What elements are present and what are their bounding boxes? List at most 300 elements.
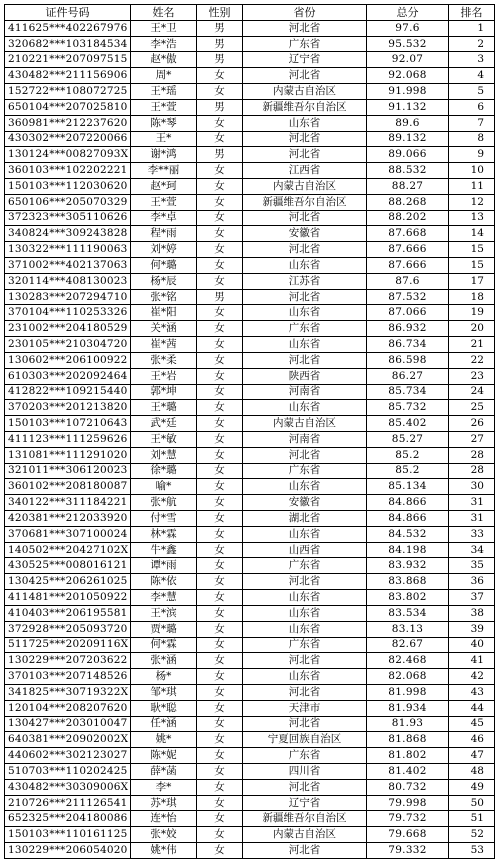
id-cell: 150103***112030620 — [5, 178, 131, 194]
table-row — [5, 463, 495, 479]
id-cell: 370203***201213820 — [5, 400, 131, 416]
gender-cell: 女 — [197, 479, 243, 495]
rank-cell: 22 — [449, 352, 495, 368]
rank-cell: 51 — [449, 811, 495, 827]
gender-cell: 女 — [197, 716, 243, 732]
score-cell: 84.532 — [367, 526, 449, 542]
province-cell: 山东省 — [243, 337, 367, 353]
id-cell: 411481***201050922 — [5, 590, 131, 606]
table-row — [5, 115, 495, 131]
gender-cell: 女 — [197, 637, 243, 653]
province-cell: 山东省 — [243, 305, 367, 321]
score-cell: 83.932 — [367, 558, 449, 574]
gender-cell: 女 — [197, 700, 243, 716]
gender-cell: 女 — [197, 68, 243, 84]
table-row — [5, 242, 495, 258]
name-cell: 郭*坤 — [131, 384, 197, 400]
province-cell: 陕西省 — [243, 368, 367, 384]
rank-cell: 1 — [449, 20, 495, 36]
gender-cell: 女 — [197, 653, 243, 669]
score-cell: 83.13 — [367, 621, 449, 637]
rank-cell: 46 — [449, 732, 495, 748]
name-cell: 杨*辰 — [131, 273, 197, 289]
rank-cell: 31 — [449, 495, 495, 511]
name-cell: 程*雨 — [131, 226, 197, 242]
gender-cell: 女 — [197, 574, 243, 590]
table-row — [5, 605, 495, 621]
province-cell: 山东省 — [243, 479, 367, 495]
rank-cell: 8 — [449, 131, 495, 147]
id-cell: 341825***30719322X — [5, 684, 131, 700]
name-cell: 林*霖 — [131, 526, 197, 542]
score-cell: 79.668 — [367, 827, 449, 843]
id-cell: 610303***202092464 — [5, 368, 131, 384]
province-cell: 山东省 — [243, 590, 367, 606]
score-cell: 87.066 — [367, 305, 449, 321]
id-cell: 650104***207025810 — [5, 99, 131, 115]
score-cell: 92.07 — [367, 52, 449, 68]
province-cell: 广东省 — [243, 463, 367, 479]
id-cell: 131081***111291020 — [5, 447, 131, 463]
name-cell: 何*霖 — [131, 637, 197, 653]
id-cell: 371002***402137063 — [5, 258, 131, 274]
score-cell: 88.202 — [367, 210, 449, 226]
id-cell: 150103***110161125 — [5, 827, 131, 843]
score-cell: 79.998 — [367, 795, 449, 811]
gender-cell: 女 — [197, 779, 243, 795]
id-cell: 430482***211156906 — [5, 68, 131, 84]
province-cell: 广东省 — [243, 36, 367, 52]
name-cell: 赵*珂 — [131, 178, 197, 194]
gender-cell: 女 — [197, 511, 243, 527]
name-cell: 王*滨 — [131, 605, 197, 621]
table-row — [5, 511, 495, 527]
gender-cell: 女 — [197, 194, 243, 210]
gender-cell: 女 — [197, 764, 243, 780]
province-cell: 河北省 — [243, 653, 367, 669]
table-row — [5, 84, 495, 100]
province-cell: 天津市 — [243, 700, 367, 716]
rank-cell: 43 — [449, 684, 495, 700]
score-cell: 87.666 — [367, 258, 449, 274]
table-row — [5, 400, 495, 416]
province-cell: 四川省 — [243, 764, 367, 780]
name-cell: 杨* — [131, 669, 197, 685]
id-cell: 152722***108072725 — [5, 84, 131, 100]
table-row — [5, 526, 495, 542]
rank-cell: 47 — [449, 748, 495, 764]
name-cell: 李* — [131, 779, 197, 795]
gender-cell: 女 — [197, 811, 243, 827]
table-row — [5, 748, 495, 764]
gender-cell: 女 — [197, 115, 243, 131]
id-cell: 412822***109215440 — [5, 384, 131, 400]
score-cell: 86.598 — [367, 352, 449, 368]
gender-cell: 女 — [197, 447, 243, 463]
rank-cell: 37 — [449, 590, 495, 606]
province-cell: 广东省 — [243, 748, 367, 764]
table-row — [5, 68, 495, 84]
gender-cell: 女 — [197, 590, 243, 606]
score-cell: 81.868 — [367, 732, 449, 748]
gender-cell: 女 — [197, 210, 243, 226]
table-row — [5, 36, 495, 52]
name-cell: 崔*阳 — [131, 305, 197, 321]
rank-cell: 20 — [449, 321, 495, 337]
id-cell: 360103***102202221 — [5, 163, 131, 179]
score-table — [4, 4, 495, 859]
province-cell: 安徽省 — [243, 495, 367, 511]
name-cell: 陈*妮 — [131, 748, 197, 764]
name-cell: 武*廷 — [131, 416, 197, 432]
table-row — [5, 621, 495, 637]
rank-cell: 13 — [449, 210, 495, 226]
id-cell: 230105***210304720 — [5, 337, 131, 353]
gender-cell: 女 — [197, 605, 243, 621]
id-cell: 511725***20209116X — [5, 637, 131, 653]
id-cell: 321011***306120023 — [5, 463, 131, 479]
province-cell: 山东省 — [243, 258, 367, 274]
table-row — [5, 305, 495, 321]
gender-cell: 男 — [197, 52, 243, 68]
gender-cell: 女 — [197, 526, 243, 542]
rank-cell: 50 — [449, 795, 495, 811]
rank-cell: 36 — [449, 574, 495, 590]
table-row — [5, 99, 495, 115]
rank-cell: 12 — [449, 194, 495, 210]
table-row — [5, 131, 495, 147]
rank-cell: 7 — [449, 115, 495, 131]
province-cell: 山西省 — [243, 542, 367, 558]
score-cell: 91.998 — [367, 84, 449, 100]
gender-cell: 女 — [197, 558, 243, 574]
province-cell: 河北省 — [243, 68, 367, 84]
gender-cell: 女 — [197, 732, 243, 748]
id-cell: 360981***212237620 — [5, 115, 131, 131]
name-cell: 喻* — [131, 479, 197, 495]
score-cell: 89.066 — [367, 147, 449, 163]
name-cell: 薛*菡 — [131, 764, 197, 780]
province-cell: 河北省 — [243, 289, 367, 305]
rank-cell: 21 — [449, 337, 495, 353]
header-province: 省份 — [243, 5, 367, 21]
score-cell: 87.668 — [367, 226, 449, 242]
rank-cell: 5 — [449, 84, 495, 100]
name-cell: 王* — [131, 131, 197, 147]
id-cell: 130229***206054020 — [5, 843, 131, 859]
rank-cell: 33 — [449, 526, 495, 542]
name-cell: 任*涵 — [131, 716, 197, 732]
id-cell: 370103***207148526 — [5, 669, 131, 685]
table-row — [5, 20, 495, 36]
table-row — [5, 352, 495, 368]
gender-cell: 女 — [197, 463, 243, 479]
score-cell: 86.734 — [367, 337, 449, 353]
name-cell: 何*璐 — [131, 258, 197, 274]
header-score: 总分 — [367, 5, 449, 21]
name-cell: 张*姣 — [131, 827, 197, 843]
table-row — [5, 653, 495, 669]
score-cell: 85.732 — [367, 400, 449, 416]
gender-cell: 女 — [197, 226, 243, 242]
province-cell: 河北省 — [243, 574, 367, 590]
gender-cell: 女 — [197, 795, 243, 811]
rank-cell: 3 — [449, 52, 495, 68]
gender-cell: 女 — [197, 352, 243, 368]
province-cell: 江西省 — [243, 163, 367, 179]
header-gender: 性别 — [197, 5, 243, 21]
table-row — [5, 447, 495, 463]
rank-cell: 42 — [449, 669, 495, 685]
province-cell: 河北省 — [243, 352, 367, 368]
id-cell: 210221***207097515 — [5, 52, 131, 68]
name-cell: 王*萱 — [131, 194, 197, 210]
table-row — [5, 684, 495, 700]
rank-cell: 17 — [449, 273, 495, 289]
gender-cell: 女 — [197, 621, 243, 637]
name-cell: 陈*依 — [131, 574, 197, 590]
province-cell: 新疆维吾尔自治区 — [243, 194, 367, 210]
province-cell: 山东省 — [243, 526, 367, 542]
id-cell: 372928***205093720 — [5, 621, 131, 637]
header-name: 姓名 — [131, 5, 197, 21]
id-cell: 130283***207294710 — [5, 289, 131, 305]
rank-cell: 39 — [449, 621, 495, 637]
gender-cell: 女 — [197, 305, 243, 321]
score-cell: 83.868 — [367, 574, 449, 590]
table-row — [5, 163, 495, 179]
province-cell: 河北省 — [243, 843, 367, 859]
score-cell: 85.2 — [367, 447, 449, 463]
rank-cell: 19 — [449, 305, 495, 321]
province-cell: 河北省 — [243, 684, 367, 700]
score-cell: 82.67 — [367, 637, 449, 653]
id-cell: 410403***206195581 — [5, 605, 131, 621]
table-row — [5, 258, 495, 274]
gender-cell: 女 — [197, 242, 243, 258]
rank-cell: 14 — [449, 226, 495, 242]
rank-cell: 9 — [449, 147, 495, 163]
gender-cell: 女 — [197, 273, 243, 289]
table-row — [5, 779, 495, 795]
name-cell: 姚*伟 — [131, 843, 197, 859]
id-cell: 360102***208180087 — [5, 479, 131, 495]
name-cell: 王*璐 — [131, 400, 197, 416]
gender-cell: 女 — [197, 321, 243, 337]
gender-cell: 男 — [197, 147, 243, 163]
table-row — [5, 479, 495, 495]
rank-cell: 40 — [449, 637, 495, 653]
score-cell: 91.132 — [367, 99, 449, 115]
rank-cell: 38 — [449, 605, 495, 621]
score-cell: 97.6 — [367, 20, 449, 36]
table-row — [5, 764, 495, 780]
score-cell: 89.6 — [367, 115, 449, 131]
header-rank: 排名 — [449, 5, 495, 21]
id-cell: 370681***307100024 — [5, 526, 131, 542]
rank-cell: 35 — [449, 558, 495, 574]
table-row — [5, 542, 495, 558]
province-cell: 内蒙古自治区 — [243, 84, 367, 100]
id-cell: 440602***302123027 — [5, 748, 131, 764]
name-cell: 张*航 — [131, 495, 197, 511]
rank-cell: 6 — [449, 99, 495, 115]
name-cell: 连*怡 — [131, 811, 197, 827]
id-cell: 130427***203010047 — [5, 716, 131, 732]
gender-cell: 女 — [197, 258, 243, 274]
table-row — [5, 732, 495, 748]
id-cell: 650106***205070329 — [5, 194, 131, 210]
province-cell: 辽宁省 — [243, 52, 367, 68]
province-cell: 湖北省 — [243, 511, 367, 527]
province-cell: 安徽省 — [243, 226, 367, 242]
score-cell: 81.93 — [367, 716, 449, 732]
id-cell: 130602***206100922 — [5, 352, 131, 368]
score-cell: 81.802 — [367, 748, 449, 764]
header-id: 证件号码 — [5, 5, 131, 21]
id-cell: 320682***103184534 — [5, 36, 131, 52]
score-cell: 88.27 — [367, 178, 449, 194]
name-cell: 耿*聪 — [131, 700, 197, 716]
id-cell: 640381***20902002X — [5, 732, 131, 748]
gender-cell: 女 — [197, 542, 243, 558]
province-cell: 内蒙古自治区 — [243, 416, 367, 432]
name-cell: 苏*琪 — [131, 795, 197, 811]
id-cell: 372323***305110626 — [5, 210, 131, 226]
gender-cell: 女 — [197, 384, 243, 400]
name-cell: 李*慧 — [131, 590, 197, 606]
name-cell: 王*瑶 — [131, 84, 197, 100]
score-cell: 84.198 — [367, 542, 449, 558]
rank-cell: 23 — [449, 368, 495, 384]
table-row — [5, 700, 495, 716]
gender-cell: 女 — [197, 495, 243, 511]
score-cell: 88.268 — [367, 194, 449, 210]
province-cell: 河北省 — [243, 131, 367, 147]
rank-cell: 15 — [449, 242, 495, 258]
gender-cell: 女 — [197, 843, 243, 859]
province-cell: 广东省 — [243, 637, 367, 653]
rank-cell: 49 — [449, 779, 495, 795]
table-row — [5, 795, 495, 811]
id-cell: 120104***208207620 — [5, 700, 131, 716]
id-cell: 411123***111259626 — [5, 431, 131, 447]
gender-cell: 女 — [197, 131, 243, 147]
id-cell: 652325***204180086 — [5, 811, 131, 827]
province-cell: 山东省 — [243, 621, 367, 637]
gender-cell: 女 — [197, 178, 243, 194]
score-cell: 92.068 — [367, 68, 449, 84]
table-row — [5, 416, 495, 432]
gender-cell: 男 — [197, 20, 243, 36]
score-cell: 87.6 — [367, 273, 449, 289]
name-cell: 刘*慧 — [131, 447, 197, 463]
province-cell: 广东省 — [243, 321, 367, 337]
table-row — [5, 273, 495, 289]
rank-cell: 25 — [449, 400, 495, 416]
rank-cell: 31 — [449, 511, 495, 527]
table-row — [5, 368, 495, 384]
name-cell: 陈*琴 — [131, 115, 197, 131]
rank-cell: 34 — [449, 542, 495, 558]
rank-cell: 15 — [449, 258, 495, 274]
gender-cell: 男 — [197, 99, 243, 115]
gender-cell: 女 — [197, 684, 243, 700]
score-cell: 84.866 — [367, 495, 449, 511]
id-cell: 231002***204180529 — [5, 321, 131, 337]
province-cell: 山东省 — [243, 669, 367, 685]
score-cell: 79.732 — [367, 811, 449, 827]
table-row — [5, 843, 495, 859]
id-cell: 420381***212033920 — [5, 511, 131, 527]
id-cell: 320114***408130023 — [5, 273, 131, 289]
name-cell: 张*涵 — [131, 653, 197, 669]
table-row — [5, 321, 495, 337]
province-cell: 河南省 — [243, 431, 367, 447]
name-cell: 王*卫 — [131, 20, 197, 36]
header-row — [5, 5, 495, 21]
id-cell: 150103***107210643 — [5, 416, 131, 432]
name-cell: 张*柔 — [131, 352, 197, 368]
score-cell: 84.866 — [367, 511, 449, 527]
province-cell: 新疆维吾尔自治区 — [243, 811, 367, 827]
score-cell: 81.998 — [367, 684, 449, 700]
table-row — [5, 558, 495, 574]
table-row — [5, 827, 495, 843]
province-cell: 广东省 — [243, 558, 367, 574]
rank-cell: 26 — [449, 416, 495, 432]
score-cell: 87.532 — [367, 289, 449, 305]
id-cell: 411625***402267976 — [5, 20, 131, 36]
name-cell: 王*岩 — [131, 368, 197, 384]
rank-cell: 48 — [449, 764, 495, 780]
province-cell: 新疆维吾尔自治区 — [243, 99, 367, 115]
id-cell: 130425***206261025 — [5, 574, 131, 590]
table-body — [5, 20, 495, 858]
rank-cell: 30 — [449, 479, 495, 495]
province-cell: 山东省 — [243, 115, 367, 131]
score-cell: 86.27 — [367, 368, 449, 384]
rank-cell: 41 — [449, 653, 495, 669]
table-row — [5, 495, 495, 511]
name-cell: 刘*婷 — [131, 242, 197, 258]
province-cell: 内蒙古自治区 — [243, 827, 367, 843]
rank-cell: 2 — [449, 36, 495, 52]
table-row — [5, 52, 495, 68]
score-cell: 81.934 — [367, 700, 449, 716]
score-cell: 85.734 — [367, 384, 449, 400]
gender-cell: 女 — [197, 748, 243, 764]
rank-cell: 11 — [449, 178, 495, 194]
score-cell: 80.732 — [367, 779, 449, 795]
id-cell: 210726***211126541 — [5, 795, 131, 811]
table-row — [5, 337, 495, 353]
name-cell: 贾*璐 — [131, 621, 197, 637]
score-cell: 85.27 — [367, 431, 449, 447]
id-cell: 130124***00827093X — [5, 147, 131, 163]
province-cell: 山东省 — [243, 400, 367, 416]
province-cell: 河北省 — [243, 147, 367, 163]
rank-cell: 28 — [449, 463, 495, 479]
name-cell: 关*涵 — [131, 321, 197, 337]
id-cell: 340122***311184221 — [5, 495, 131, 511]
table-row — [5, 147, 495, 163]
score-cell: 88.532 — [367, 163, 449, 179]
score-cell: 82.068 — [367, 669, 449, 685]
gender-cell: 女 — [197, 400, 243, 416]
gender-cell: 女 — [197, 827, 243, 843]
table-row — [5, 431, 495, 447]
